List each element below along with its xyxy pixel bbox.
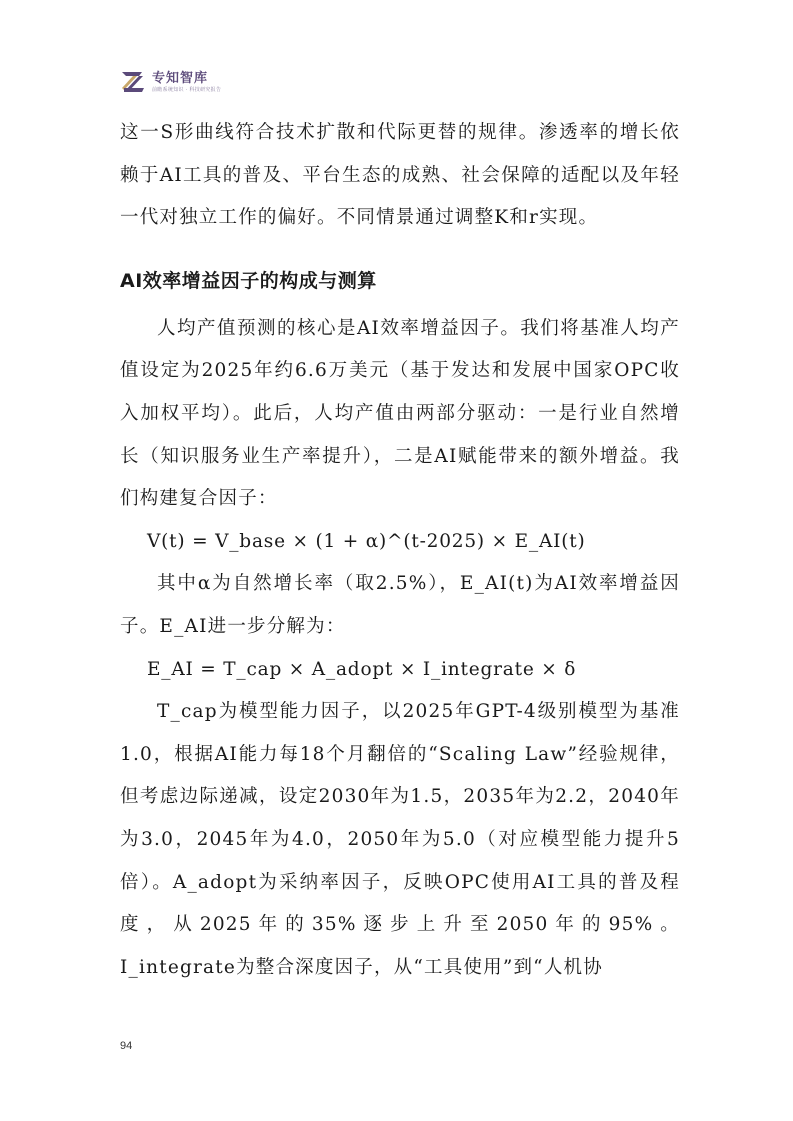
paragraph-method: 人均产值预测的核心是AI效率增益因子。我们将基准人均产值设定为2025年约6.6万美元（基于发达和发展中国家OPC收入加权平均）。此后，人均产值由两部分驱动：一是行业自然增长（知识服务业生产率提升），二是AI赋能带来的额外增益。我们构建复合因子： xyxy=(120,317,680,510)
paragraph-intro: 这一S形曲线符合技术扩散和代际更替的规律。渗透率的增长依赖于AI工具的普及、平台生态的成熟、社会保障的适配以及年轻一代对独立工作的偏好。不同情景通过调整K和r实现。 xyxy=(120,122,680,229)
formula-efficiency-factor: E_AI = T_cap × A_adopt × I_integrate × δ xyxy=(147,658,577,680)
document-body xyxy=(120,112,680,989)
header-logo xyxy=(120,70,221,94)
logo-icon xyxy=(120,70,146,94)
section-heading: AI效率增益因子的构成与测算 xyxy=(120,269,377,292)
paragraph-factors: T_cap为模型能力因子，以2025年GPT-4级别模型为基准1.0，根据AI能力每18个月翻倍的“Scaling Law”经验规律，但考虑边际递减，设定2030年为1.5，2035年为2.2，2040年为3.0，2045年为4.0，2050年为5.0（对应模型能力提升5倍）。A_adopt为采纳率因子，反映OPC使用AI工具的普及程度，从2025年的35%逐步上升至2050年的95%。I_integrate为整合深度因子，从“工具使用”到“人机协 xyxy=(120,701,680,978)
logo-text xyxy=(152,72,221,93)
paragraph-alpha: 其中α为自然增长率（取2.5%），E_AI(t)为AI效率增益因子。E_AI进一步分解为： xyxy=(120,573,680,637)
page-number: 94 xyxy=(120,1040,133,1052)
formula-value-per-capita: V(t) = V_base × (1 + α)^(t-2025) × E_AI(t) xyxy=(147,530,586,552)
logo-title: 专知智库 xyxy=(152,70,209,86)
logo-subtitle: 前瞻系统知识 · 科技研究报告 xyxy=(152,86,222,93)
